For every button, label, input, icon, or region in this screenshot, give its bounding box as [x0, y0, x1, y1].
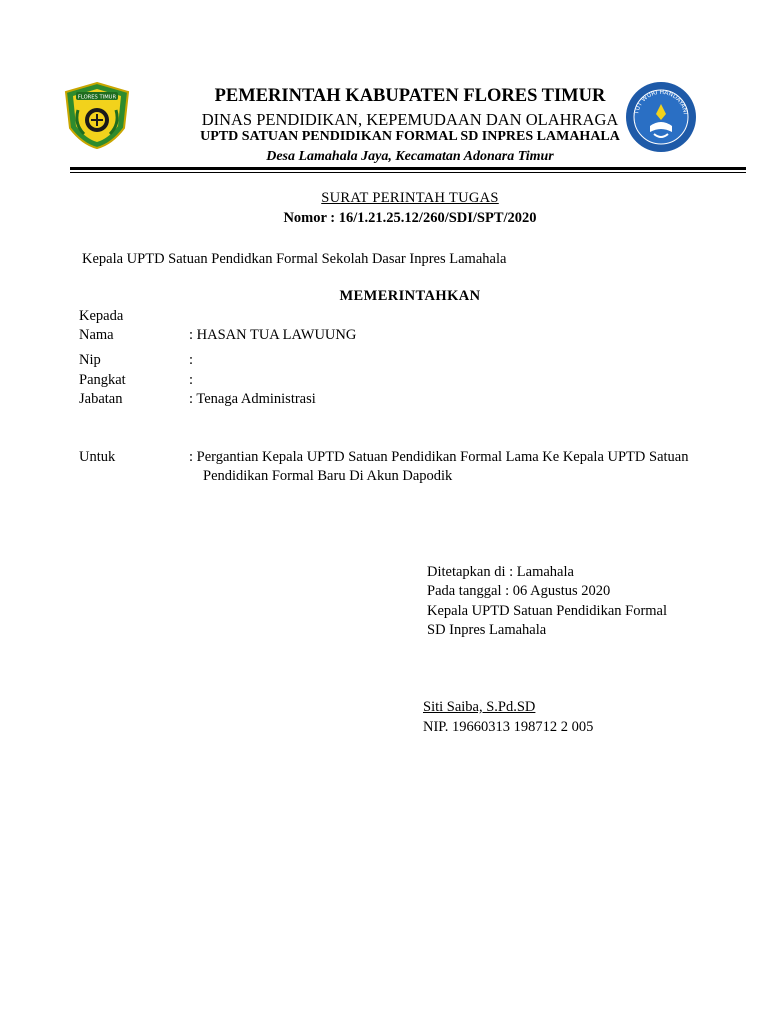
untuk-value-line2: Pendidikan Formal Baru Di Akun Dapodik [203, 468, 453, 484]
letter-heading: MEMERINTAHKAN [339, 288, 481, 304]
field-label-nip: Nip [79, 352, 101, 368]
svg-text:FLORES TIMUR: FLORES TIMUR [77, 94, 117, 101]
letter-number: Nomor : 16/1.21.25.12/260/SDI/SPT/2020 [283, 210, 537, 226]
letterhead-divider-thin [70, 172, 746, 173]
letterhead-government: PEMERINTAH KABUPATEN FLORES TIMUR [214, 86, 606, 106]
signature-position-line1: Kepala UPTD Satuan Pendidikan Formal [427, 603, 668, 619]
signature-date: Pada tanggal : 06 Agustus 2020 [427, 583, 611, 599]
letter-title: SURAT PERINTAH TUGAS [321, 190, 499, 206]
field-value-nip: : [189, 352, 194, 368]
svg-text:TUT WURI HANDAYANI: TUT WURI HANDAYANI [633, 88, 689, 115]
field-label-nama: Nama [79, 327, 114, 343]
letter-issuer: Kepala UPTD Satuan Pendidkan Formal Sekolah Dasar Inpres Lamahala [82, 251, 507, 267]
letterhead-department: DINAS PENDIDIKAN, KEPEMUDAAN DAN OLAHRAGA [201, 110, 619, 129]
field-value-pangkat: : [189, 372, 194, 388]
field-label-pangkat: Pangkat [79, 372, 126, 388]
field-value-jabatan: : Tenaga Administrasi [189, 391, 316, 407]
letterhead-address: Desa Lamahala Jaya, Kecamatan Adonara Timur [266, 149, 554, 164]
field-value-nama: : HASAN TUA LAWUUNG [189, 327, 357, 343]
untuk-value-line1: : Pergantian Kepala UPTD Satuan Pendidikan Formal Lama Ke Kepala UPTD Satuan [189, 449, 689, 465]
field-label-jabatan: Jabatan [79, 391, 123, 407]
letterhead-school: UPTD SATUAN PENDIDIKAN FORMAL SD INPRES LAMAHALA [200, 129, 620, 144]
signature-place: Ditetapkan di : Lamahala [427, 564, 574, 580]
signatory-nip: NIP. 19660313 198712 2 005 [423, 719, 594, 735]
regency-emblem-logo [62, 80, 132, 150]
signature-position-line2: SD Inpres Lamahala [427, 622, 547, 638]
untuk-label: Untuk [79, 449, 116, 465]
signatory-name: Siti Saiba, S.Pd.SD [423, 699, 536, 715]
letterhead-divider-thick [70, 167, 746, 170]
kepada-label: Kepada [79, 308, 124, 324]
